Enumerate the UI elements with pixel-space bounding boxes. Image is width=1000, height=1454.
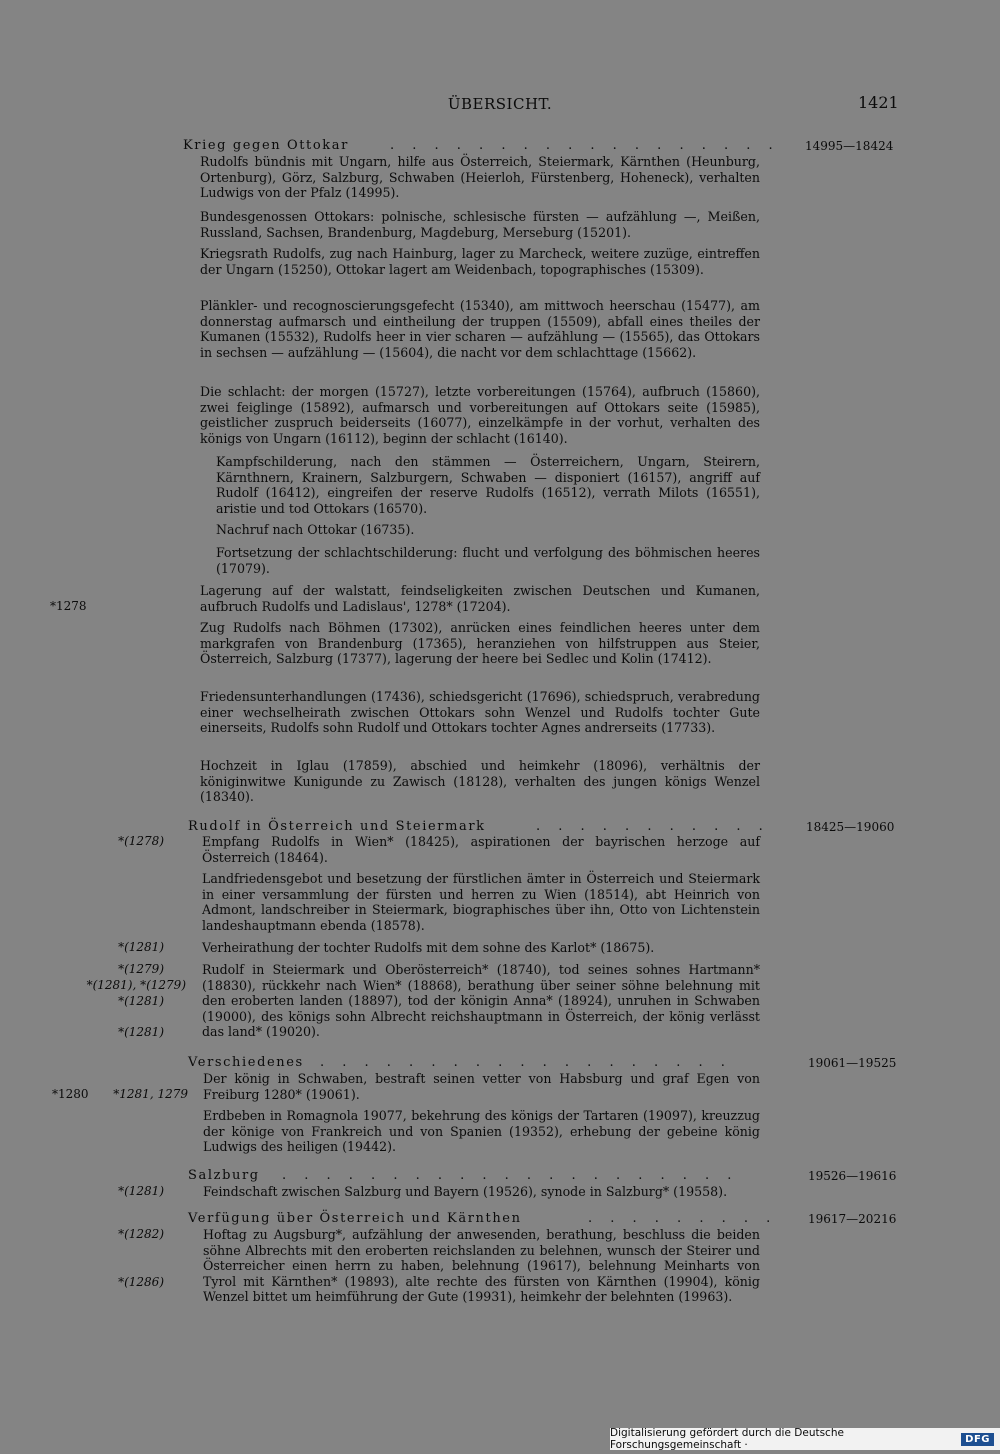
leader-dots: . . . . . . . . . . . . . . . . . .	[390, 138, 780, 153]
paragraph: Lagerung auf der walstatt, feindseligkeiten zwischen Deutschen und Kumanen, aufbruch Rudolfs und Ladislaus', 1278* (17204).	[200, 583, 760, 614]
running-title: ÜBERSICHT.	[447, 95, 553, 113]
paragraph: Rudolf in Steiermark und Oberösterreich* (18740), tod seines sohnes Hartmann* (18830), rückkehr nach Wien* (18868), berathung über seiner söhne belehnung mit den eroberten landen (18897), tod der königin Anna* (18924), unruhen in Schwaben (19000), des königs sohn Albrecht reichshauptmann in Österreich, der könig verlässt das land* (19020).	[202, 962, 760, 1040]
paragraph: Hoftag zu Augsburg*, aufzählung der anwesenden, berathung, beschluss die beiden söhne Albrechts mit den eroberten reichslanden zu belehnen, wunsch der Steirer und Österreicher einen herrn zu haben, belehnung (19617), belehnung Meinharts von Tyrol mit Kärnthen* (19893), alte rechte des fürsten von Kärnthen (19904), könig Wenzel bittet um heimführung der Gute (19931), heimkehr der belehnten (19963).	[203, 1227, 760, 1305]
paragraph: Der könig in Schwaben, bestraft seinen vetter von Habsburg und graf Egen von Freiburg 1280* (19061).	[203, 1071, 760, 1102]
margin-note: *(1281)	[118, 994, 164, 1008]
footer-bar	[610, 1428, 1000, 1450]
margin-note: *(1278)	[118, 834, 164, 848]
leader-dots: . . . . . . . . . . . . . . . . . . . . .	[282, 1168, 739, 1183]
paragraph: Nachruf nach Ottokar (16735).	[216, 522, 415, 537]
dfg-logo: DFG	[961, 1433, 994, 1446]
paragraph: Kriegsrath Rudolfs, zug nach Hainburg, lager zu Marcheck, weitere zuzüge, eintreffen der Ungarn (15250), Ottokar lagert am Weidenbach, topographisches (15309).	[200, 246, 760, 277]
paragraph: Hochzeit in Iglau (17859), abschied und heimkehr (18096), verhältnis der königinwitwe Kunigunde zu Zawisch (18128), verhalten des jungen königs Wenzel (18340).	[200, 758, 760, 805]
paragraph: Zug Rudolfs nach Böhmen (17302), anrücken eines feindlichen heeres unter dem markgrafen von Brandenburg (17365), heranziehen von hilfstruppen aus Steier, Österreich, Salzburg (17377), lagerung der heere bei Sedlec und Kolin (17412).	[200, 620, 760, 667]
paragraph: Plänkler- und recognoscierungsgefecht (15340), am mittwoch heerschau (15477), am donnerstag aufmarsch und eintheilung der truppen (15509), abfall eines theiles der Kumanen (15532), Rudolfs heer in vier scharen — aufzählung — (15565), das Ottokars in sechsen — aufzählung — (15604), die nacht vor dem schlachttage (15662).	[200, 298, 760, 360]
paragraph: Erdbeben in Romagnola 19077, bekehrung des königs der Tartaren (19097), kreuzzug der könige von Frankreich und von Spanien (19352), erhebung der gebeine könig Ludwigs des heiligen (19442).	[203, 1108, 760, 1155]
margin-note: *1281, 1279	[113, 1087, 188, 1101]
paragraph: Verheirathung der tochter Rudolfs mit dem sohne des Karlot* (18675).	[202, 940, 655, 955]
leader-dots: . . . . . . . . . . . . . . . . . . .	[320, 1055, 732, 1070]
leader-dots: . . . . . . . . . . .	[536, 819, 770, 834]
margin-note: *(1281), *(1279)	[86, 978, 186, 992]
section-title: Verfügung über Österreich und Kärnthen	[188, 1211, 522, 1226]
paragraph: Kampfschilderung, nach den stämmen — Österreichern, Ungarn, Steirern, Kärnthnern, Krainern, Salzburgern, Schwaben — disponiert (16157), angriff auf Rudolf (16412), eingreifen der reserve Rudolfs (16512), verrath Milots (16551), aristie und tod Ottokars (16570).	[216, 454, 760, 516]
section-title: Rudolf in Österreich und Steiermark	[188, 819, 486, 834]
margin-note: *1278	[50, 599, 87, 613]
section-range: 19526—19616	[808, 1169, 897, 1183]
section-title: Verschiedenes	[188, 1055, 304, 1070]
paragraph: Bundesgenossen Ottokars: polnische, schlesische fürsten — aufzählung —, Meißen, Russland, Sachsen, Brandenburg, Magdeburg, Merseburg (15201).	[200, 209, 760, 240]
paragraph: Feindschaft zwischen Salzburg und Bayern (19526), synode in Salzburg* (19558).	[203, 1184, 728, 1199]
paragraph: Empfang Rudolfs in Wien* (18425), aspirationen der bayrischen herzoge auf Österreich (18464).	[202, 834, 760, 865]
section-range: 19617—20216	[808, 1212, 897, 1226]
paragraph: Rudolfs bündnis mit Ungarn, hilfe aus Österreich, Steiermark, Kärnthen (Heunburg, Ortenburg), Görz, Salzburg, Schwaben (Heierloh, Fürstenberg, Hoheneck), verhalten Ludwigs von der Pfalz (14995).	[200, 154, 760, 201]
paragraph: Die schlacht: der morgen (15727), letzte vorbereitungen (15764), aufbruch (15860), zwei feiglinge (15892), aufmarsch und vorbereitungen auf Ottokars seite (15985), geistlicher zuspruch beiderseits (16077), einzelkämpfe in der vorhut, verhalten des königs von Ungarn (16112), beginn der schlacht (16140).	[200, 384, 760, 446]
margin-note: *(1286)	[118, 1275, 164, 1289]
margin-note: *(1281)	[118, 1025, 164, 1039]
page-number: 1421	[858, 93, 899, 112]
margin-note: *1280	[52, 1087, 89, 1101]
section-title: Krieg gegen Ottokar	[183, 138, 349, 153]
margin-note: *(1282)	[118, 1227, 164, 1241]
margin-note: *(1281)	[118, 1184, 164, 1198]
paragraph: Landfriedensgebot und besetzung der fürstlichen ämter in Österreich und Steiermark in einer versammlung der fürsten und herren zu Wien (18514), abt Heinrich von Admont, landschreiber in Steiermark, biographisches über ihn, Otto von Lichtenstein landeshauptmann ebenda (18578).	[202, 871, 760, 933]
section-range: 19061—19525	[808, 1056, 897, 1070]
section-title: Salzburg	[188, 1168, 260, 1183]
paragraph: Friedensunterhandlungen (17436), schiedsgericht (17696), schiedspruch, verabredung einer wechselheirath zwischen Ottokars sohn Wenzel und Rudolfs tochter Gute einerseits, Rudolfs sohn Rudolf und Ottokars tochter Agnes andrerseits (17733).	[200, 689, 760, 736]
margin-note: *(1279)	[118, 962, 164, 976]
margin-note: *(1281)	[118, 940, 164, 954]
section-range: 18425—19060	[806, 820, 895, 834]
paragraph: Fortsetzung der schlachtschilderung: flucht und verfolgung des böhmischen heeres (17079).	[216, 545, 760, 576]
leader-dots: . . . . . . . . .	[588, 1211, 778, 1226]
footer-text: Digitalisierung gefördert durch die Deutsche Forschungsgemeinschaft ·	[610, 1427, 844, 1451]
section-range: 14995—18424	[805, 139, 894, 153]
